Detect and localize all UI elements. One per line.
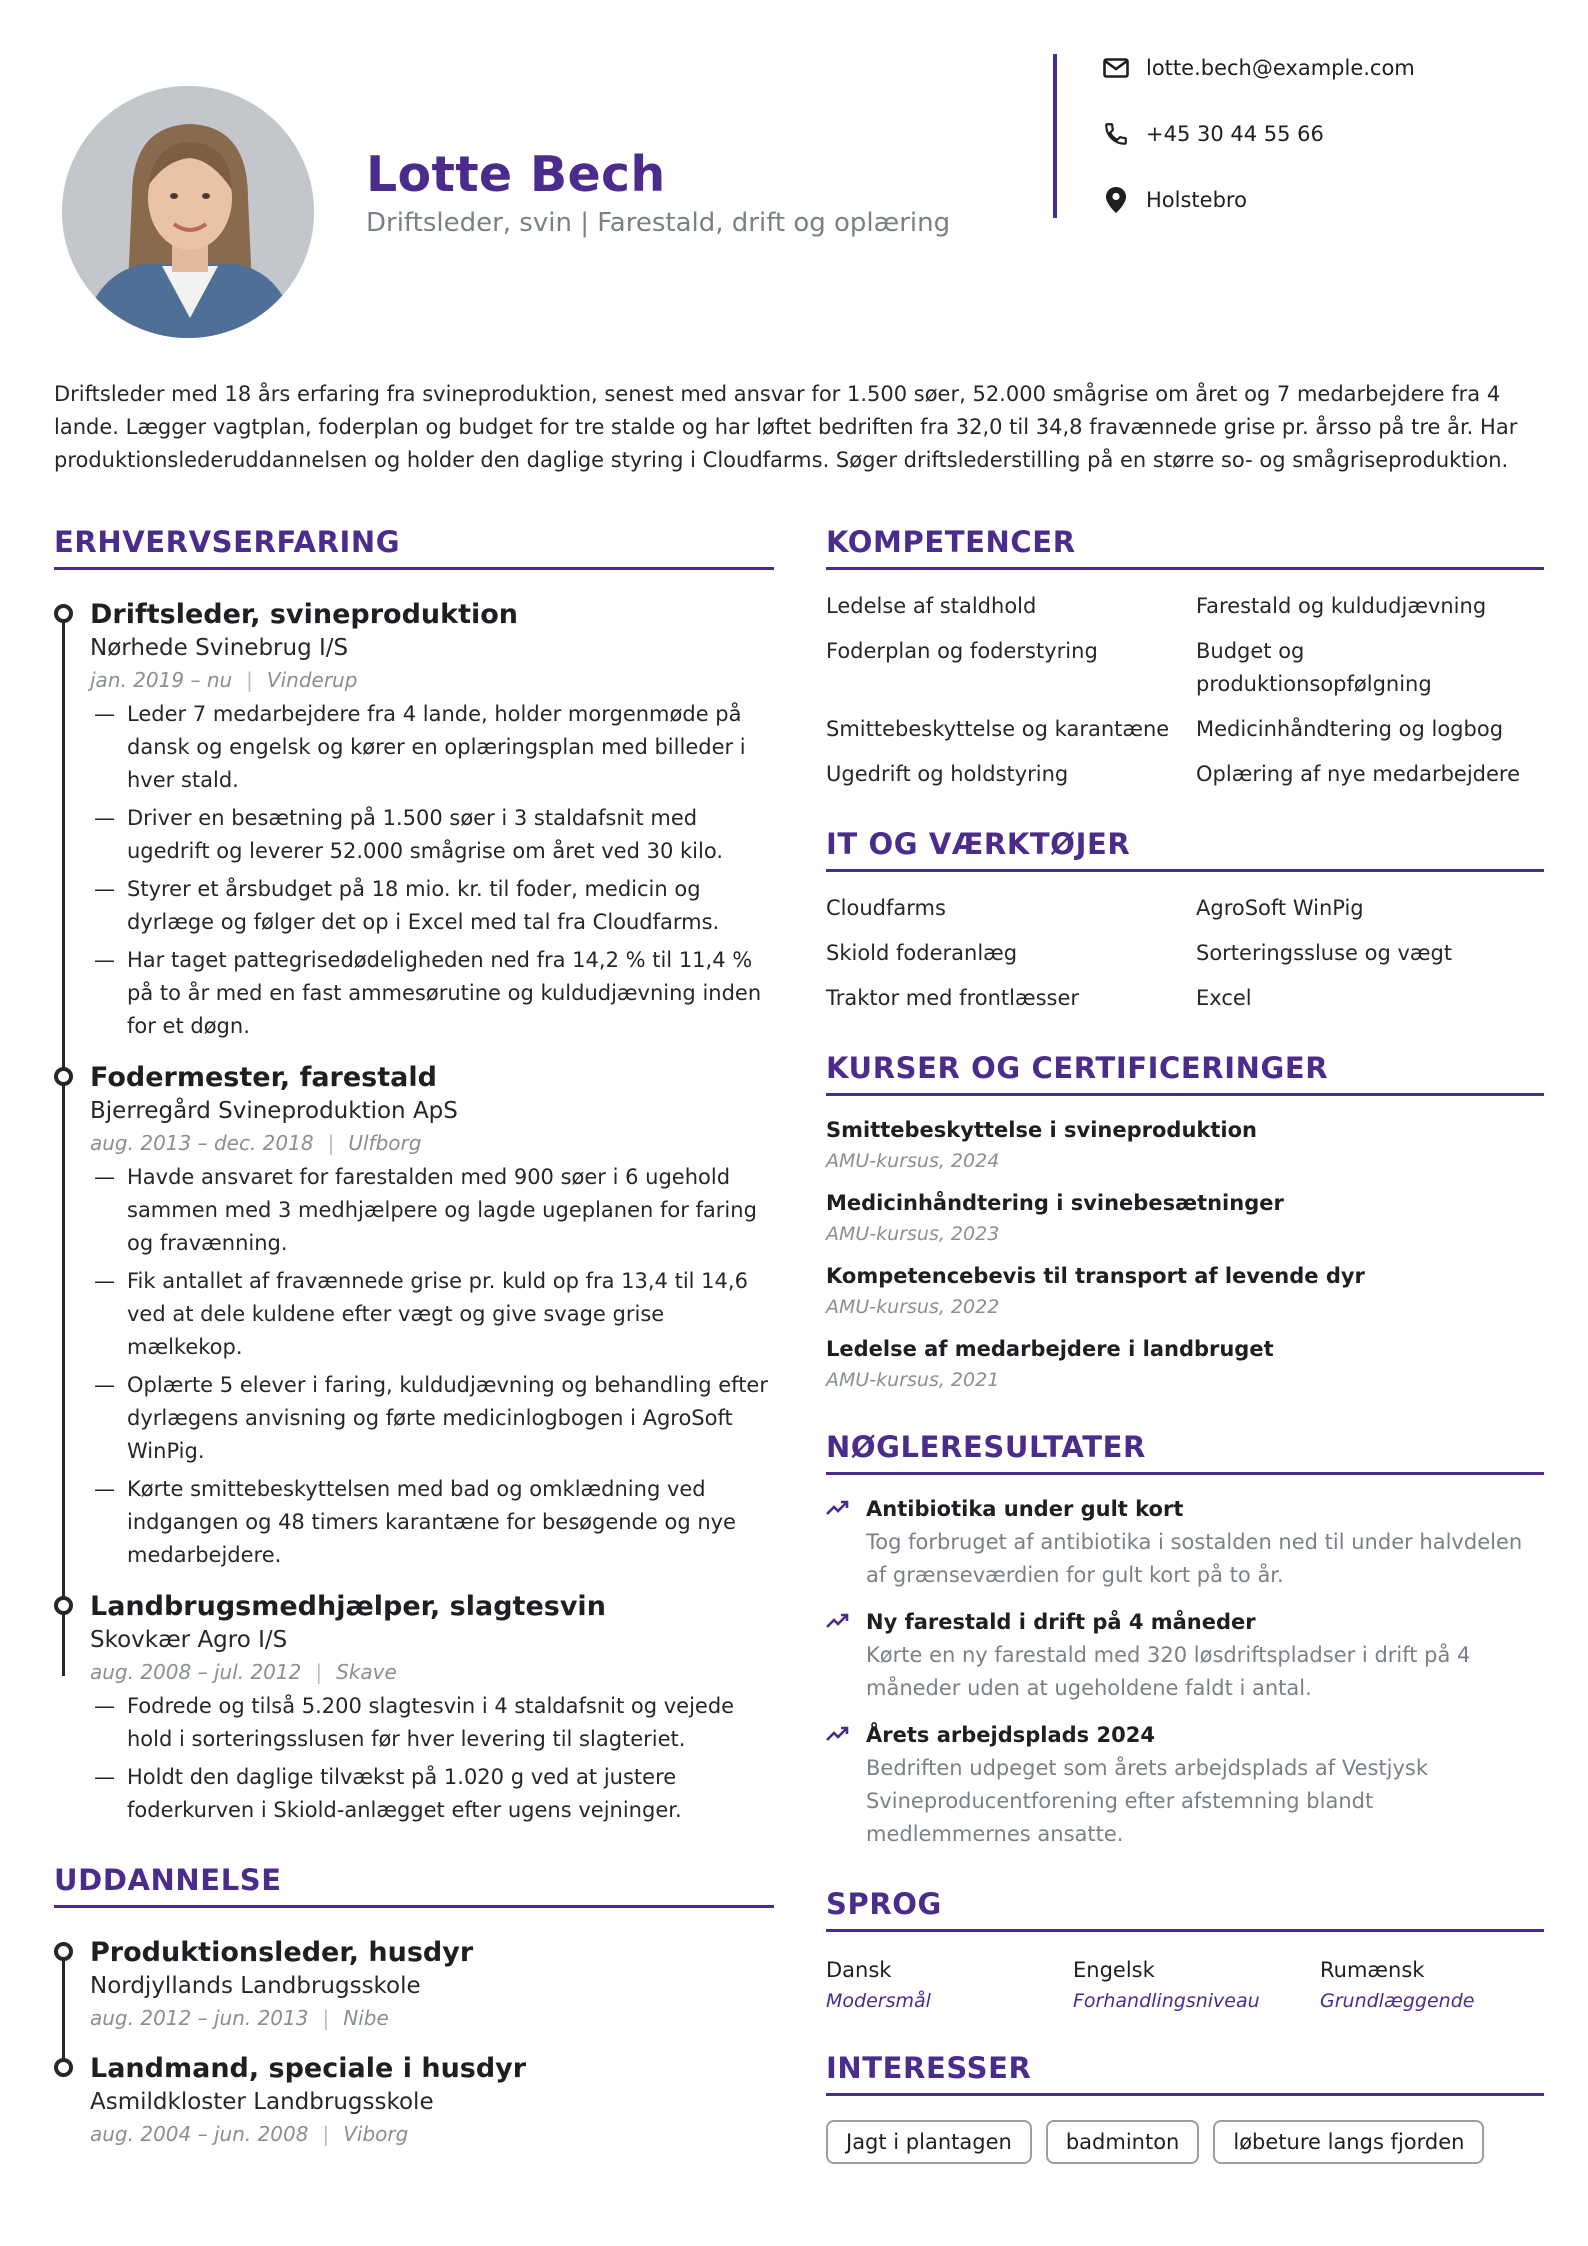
course-name: Smittebeskyttelse i svineproduktion [826, 1118, 1257, 1142]
tool-item: Skiold foderanlæg [826, 941, 1018, 965]
job-meta [90, 1656, 774, 1688]
education-place: Viborg [343, 2122, 409, 2146]
tools-heading: IT OG VÆRKTØJER [826, 827, 1544, 872]
email-text: lotte.bech@example.com [1146, 56, 1415, 80]
left-column [54, 525, 774, 2168]
course-detail: AMU-kursus, 2024 [826, 1150, 1000, 1172]
location-pin-icon [1100, 184, 1132, 216]
interests-list [826, 2120, 1544, 2164]
job-employer: Skovkær Agro I/S [90, 1627, 288, 1653]
contact-location [1100, 184, 1247, 216]
meta-separator: | [246, 668, 253, 692]
job-employer: Bjerregård Svineproduktion ApS [90, 1098, 458, 1124]
job-bullets [90, 698, 774, 1043]
tool-item: Sorteringssluse og vægt [1196, 941, 1453, 965]
job-entry [54, 1061, 774, 1572]
timeline-dot [54, 1942, 73, 1961]
education-meta [90, 2118, 774, 2150]
profile-photo [62, 86, 314, 338]
course-detail: AMU-kursus, 2021 [826, 1369, 1000, 1391]
contact-email[interactable] [1100, 52, 1415, 84]
job-place: Ulfborg [348, 1131, 422, 1155]
job-bullet: — Har taget pattegrisedødeligheden ned fra 14,2 % til 11,4 % på to år med en fast ammesørutine og kuldudjævning inden for et døgn. [90, 944, 774, 1043]
courses-heading: KURSER OG CERTIFICERINGER [826, 1051, 1544, 1096]
skills-list [826, 590, 1544, 791]
language-item [826, 1954, 1073, 2015]
experience-timeline [54, 598, 774, 1827]
meta-separator: | [327, 1131, 335, 1155]
job-entry [54, 1590, 774, 1827]
phone-icon [1100, 118, 1132, 150]
education-school: Nordjyllands Landbrugsskole [90, 1973, 421, 1999]
contact-phone[interactable] [1100, 118, 1324, 150]
course-entry [826, 1333, 1544, 1394]
language-name: Rumænsk [1320, 1958, 1425, 1982]
education-period: aug. 2012 – jun. 2013 [90, 2006, 309, 2030]
timeline-dot [54, 1596, 73, 1615]
phone-text: +45 30 44 55 66 [1146, 122, 1324, 146]
meta-separator: | [315, 1660, 323, 1684]
profile-summary: Driftsleder med 18 års erfaring fra svineproduktion, senest med ansvar for 1.500 søer, 52.000 smågrise om året og 7 medarbejdere fra 4 lande. Lægger vagtplan, foderplan og budget for tre stalde og har løftet bedriften fra 32,0 til 34,8 fravænnede grise pr. årsso på tre år. Har produktionslederuddannelsen og holder den daglige styring i Cloudfarms. Søger driftslederstilling på en større so- og smågriseproduktion. [54, 382, 1518, 472]
job-bullet: — Driver en besætning på 1.500 søer i 3 staldafsnit med ugedrift og leverer 52.000 smågrise om året ved 30 kilo. [90, 802, 774, 868]
job-bullet: — Fodrede og tilså 5.200 slagtesvin i 4 staldafsnit og vejede hold i sorteringsslusen før hver levering til slagteriet. [90, 1690, 774, 1756]
skill-item: Farestald og kuldudjævning [1196, 594, 1487, 618]
job-period: aug. 2013 – dec. 2018 [90, 1131, 314, 1155]
right-column [826, 525, 1544, 2164]
education-title: Landmand, speciale i husdyr [90, 2053, 527, 2084]
result-title: Årets arbejdsplads 2024 [866, 1723, 1155, 1747]
job-place: Skave [336, 1660, 397, 1684]
job-bullets [90, 1690, 774, 1827]
trending-up-icon [826, 1499, 850, 1521]
skill-item: Foderplan og foderstyring [826, 639, 1098, 663]
candidate-name: Lotte Bech [366, 146, 666, 203]
language-level: Modersmål [826, 1990, 931, 2012]
skill-item: Budget og produktionsopfølgning [1196, 639, 1432, 696]
education-entry [54, 1936, 774, 2034]
job-meta [90, 1127, 774, 1159]
job-bullet: — Oplærte 5 elever i faring, kuldudjævning og behandling efter dyrlægens anvisning og førte medicinlogbogen i AgroSoft WinPig. [90, 1369, 774, 1468]
job-bullets [90, 1161, 774, 1572]
interest-tag: løbeture langs fjorden [1213, 2120, 1484, 2164]
course-name: Medicinhåndtering i svinebesætninger [826, 1191, 1284, 1215]
result-description: Tog forbruget af antibiotika i sostalden ned til under halvdelen af grænseværdien for gult kort på to år. [866, 1530, 1523, 1587]
result-title: Antibiotika under gult kort [866, 1497, 1184, 1521]
course-detail: AMU-kursus, 2022 [826, 1296, 1000, 1318]
job-bullet: — Kørte smittebeskyttelsen med bad og omklædning ved indgangen og 48 timers karantæne for besøgende og nye medarbejdere. [90, 1473, 774, 1572]
education-period: aug. 2004 – jun. 2008 [90, 2122, 309, 2146]
education-entry [54, 2052, 774, 2150]
education-school: Asmildkloster Landbrugsskole [90, 2089, 434, 2115]
job-title: Landbrugsmedhjælper, slagtesvin [90, 1591, 606, 1622]
course-entry [826, 1114, 1544, 1175]
skills-heading: KOMPETENCER [826, 525, 1544, 570]
meta-separator: | [322, 2122, 330, 2146]
tool-item: AgroSoft WinPig [1196, 896, 1364, 920]
result-entry [826, 1493, 1544, 1592]
languages-list [826, 1954, 1544, 2015]
interest-tag: badminton [1046, 2120, 1200, 2164]
language-level: Forhandlingsniveau [1073, 1990, 1260, 2012]
skill-item: Smittebeskyttelse og karantæne [826, 717, 1170, 741]
interest-tag: Jagt i plantagen [826, 2120, 1032, 2164]
job-bullet: — Havde ansvaret for farestalden med 900 søer i 6 ugehold sammen med 3 medhjælpere og lagde ugeplanen for faring og fravænning. [90, 1161, 774, 1260]
job-period: jan. 2019 – nu [90, 668, 233, 692]
education-meta [90, 2002, 774, 2034]
trending-up-icon [826, 1612, 850, 1634]
language-level: Grundlæggende [1320, 1990, 1475, 2012]
result-description: Bedriften udpeget som årets arbejdsplads af Vestjysk Svineproducentforening efter afstemning blandt medlemmernes ansatte. [866, 1756, 1429, 1846]
education-timeline [54, 1936, 774, 2150]
skill-item: Ledelse af staldhold [826, 594, 1037, 618]
result-entry [826, 1606, 1544, 1705]
experience-heading: ERHVERVSERFARING [54, 525, 774, 570]
course-entry [826, 1187, 1544, 1248]
education-title: Produktionsleder, husdyr [90, 1937, 474, 1968]
language-name: Engelsk [1073, 1958, 1155, 1982]
job-employer: Nørhede Svinebrug I/S [90, 635, 349, 661]
location-text: Holstebro [1146, 188, 1247, 212]
languages-heading: SPROG [826, 1887, 1544, 1932]
job-meta [90, 664, 774, 696]
tool-item: Cloudfarms [826, 896, 946, 920]
job-entry [54, 598, 774, 1043]
job-period: aug. 2008 – jul. 2012 [90, 1660, 302, 1684]
timeline-dot [54, 1067, 73, 1086]
timeline-dot [54, 2058, 73, 2077]
result-entry [826, 1719, 1544, 1851]
interests-heading: INTERESSER [826, 2051, 1544, 2096]
tools-list [826, 892, 1544, 1015]
job-bullet: — Fik antallet af fravænnede grise pr. kuld op fra 13,4 til 14,6 ved at dele kuldene efter vægt og give svage grise mælkekop. [90, 1265, 774, 1364]
result-title: Ny farestald i drift på 4 måneder [866, 1610, 1256, 1634]
contact-divider [1053, 54, 1057, 218]
skill-item: Medicinhåndtering og logbog [1196, 717, 1504, 741]
candidate-title: Driftsleder, svin | Farestald, drift og oplæring [366, 208, 951, 238]
course-entry [826, 1260, 1544, 1321]
job-bullet: — Leder 7 medarbejdere fra 4 lande, holder morgenmøde på dansk og engelsk og kører en oplæringsplan med billeder i hver stald. [90, 698, 774, 797]
skill-item: Ugedrift og holdstyring [826, 762, 1069, 786]
course-detail: AMU-kursus, 2023 [826, 1223, 1000, 1245]
mail-icon [1100, 52, 1132, 84]
skill-item: Oplæring af nye medarbejdere [1196, 762, 1521, 786]
job-bullet: — Holdt den daglige tilvækst på 1.020 g ved at justere foderkurven i Skiold-anlægget efter ugens vejninger. [90, 1761, 774, 1827]
education-heading: UDDANNELSE [54, 1863, 774, 1908]
job-place: Vinderup [266, 668, 358, 692]
meta-separator: | [322, 2006, 330, 2030]
job-bullet: — Styrer et årsbudget på 18 mio. kr. til foder, medicin og dyrlæge og følger det op i Excel med tal fra Cloudfarms. [90, 873, 774, 939]
job-title: Driftsleder, svineproduktion [90, 599, 519, 630]
education-place: Nibe [343, 2006, 389, 2030]
tool-item: Traktor med frontlæsser [826, 986, 1080, 1010]
result-description: Kørte en ny farestald med 320 løsdriftspladser i drift på 4 måneder uden at ugeholdene faldt i antal. [866, 1643, 1471, 1700]
job-title: Fodermester, farestald [90, 1062, 437, 1093]
language-item [1073, 1954, 1320, 2015]
tool-item: Excel [1196, 986, 1252, 1010]
language-name: Dansk [826, 1958, 892, 1982]
trending-up-icon [826, 1725, 850, 1747]
results-heading: NØGLERESULTATER [826, 1430, 1544, 1475]
course-name: Ledelse af medarbejdere i landbruget [826, 1337, 1274, 1361]
language-item [1320, 1954, 1544, 2015]
course-name: Kompetencebevis til transport af levende dyr [826, 1264, 1365, 1288]
timeline-dot [54, 604, 73, 623]
